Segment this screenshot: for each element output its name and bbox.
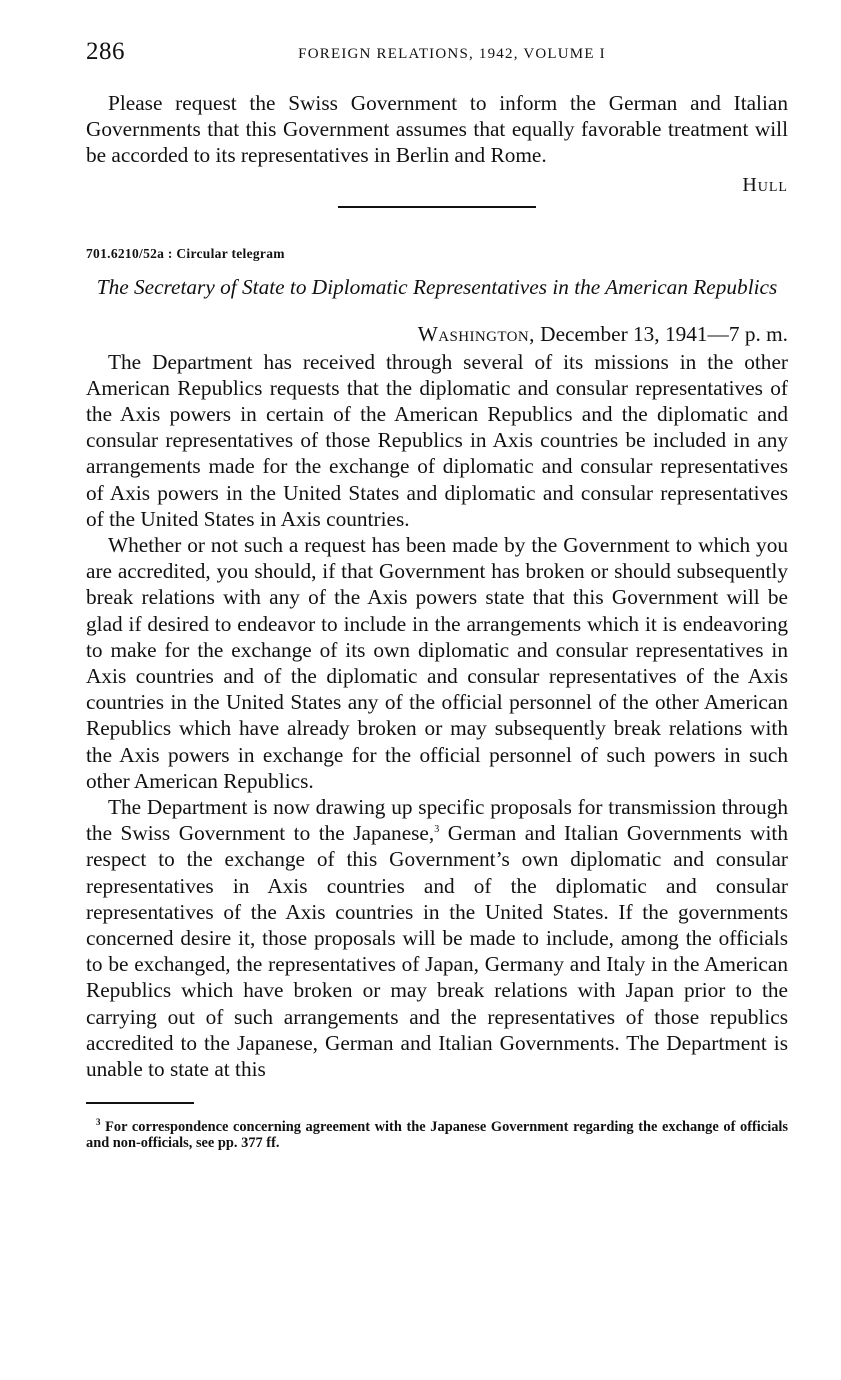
dateline-date: December 13, 1941—7 p. m. xyxy=(534,321,788,346)
body-paragraph-1: The Department has received through several of its missions in the other American Republics requests that the diplomatic and consular representatives of the Axis powers in certain of the American Republics and the diplomatic and consular representatives of those Republics in Axis countries be included in any arrangements made for the exchange of diplomatic and consular representatives of Axis powers in the United States and diplomatic and consular representatives of the United States in Axis countries. xyxy=(86,349,788,531)
footnote-text: For correspondence concerning agreement with the Japanese Government regarding the exchange of officials and non-officials, see pp. 377 ff. xyxy=(86,1118,788,1151)
body-paragraph-2: Whether or not such a request has been made by the Government to which you are accredited, you should, if that Government has broken or should subsequently break relations with any of the Axis powers state that this Government will be glad if desired to endeavor to include in the arrangements which it is endeavoring to make for the exchange of its own diplomatic and consular representatives in Axis countries and of the diplomatic and consular representatives of the Axis countries in the United States any of the official personnel of the other American Republics which have already broken or may subsequently break relations with the Axis powers in exchange for the official personnel of such powers in such other American Republics. xyxy=(86,533,788,793)
document-page xyxy=(86,38,788,1151)
paragraph-3-start: The Department is now drawing up specific proposals for transmission through the Swiss Government to the Japanese, xyxy=(86,795,788,846)
footnote-marker: 3 xyxy=(96,1116,101,1127)
footnote-rule xyxy=(86,1102,194,1104)
footnote xyxy=(86,1114,788,1151)
dateline-place: Washington, xyxy=(417,321,535,346)
footnote-reference[interactable]: 3 xyxy=(434,824,440,836)
section-divider xyxy=(338,206,536,208)
signature: Hull xyxy=(742,173,788,196)
closing-paragraph: Please request the Swiss Government to inform the German and Italian Governments that this Government assumes that equally favorable treatment will be accorded to its representatives in Berlin and Rome. xyxy=(86,91,788,168)
paragraph-3-end: German and Italian Governments with respect to the exchange of this Government’s own diplomatic and consular representatives in Axis countries and of the diplomatic and consular representatives of the Axis countries in the United States. If the governments concerned desire it, those proposals will be made to include, among the officials to be exchanged, the representatives of Japan, Germany and Italy in the American Republics which have broken or may break relations with Japan prior to the carrying out of such arrangements and the representatives of those republics accredited to the Japanese, German and Italian Governments. The Department is unable to state at this xyxy=(86,821,788,1082)
document-title: The Secretary of State to Diplomatic Representatives in the American Republics xyxy=(96,274,778,299)
file-reference: 701.6210/52a : Circular telegram xyxy=(86,245,285,261)
running-header xyxy=(86,38,788,78)
body-paragraph-3 xyxy=(86,794,788,1082)
page-number: 286 xyxy=(86,38,125,65)
running-title: FOREIGN RELATIONS, 1942, VOLUME I xyxy=(298,46,606,62)
dateline xyxy=(86,322,788,347)
